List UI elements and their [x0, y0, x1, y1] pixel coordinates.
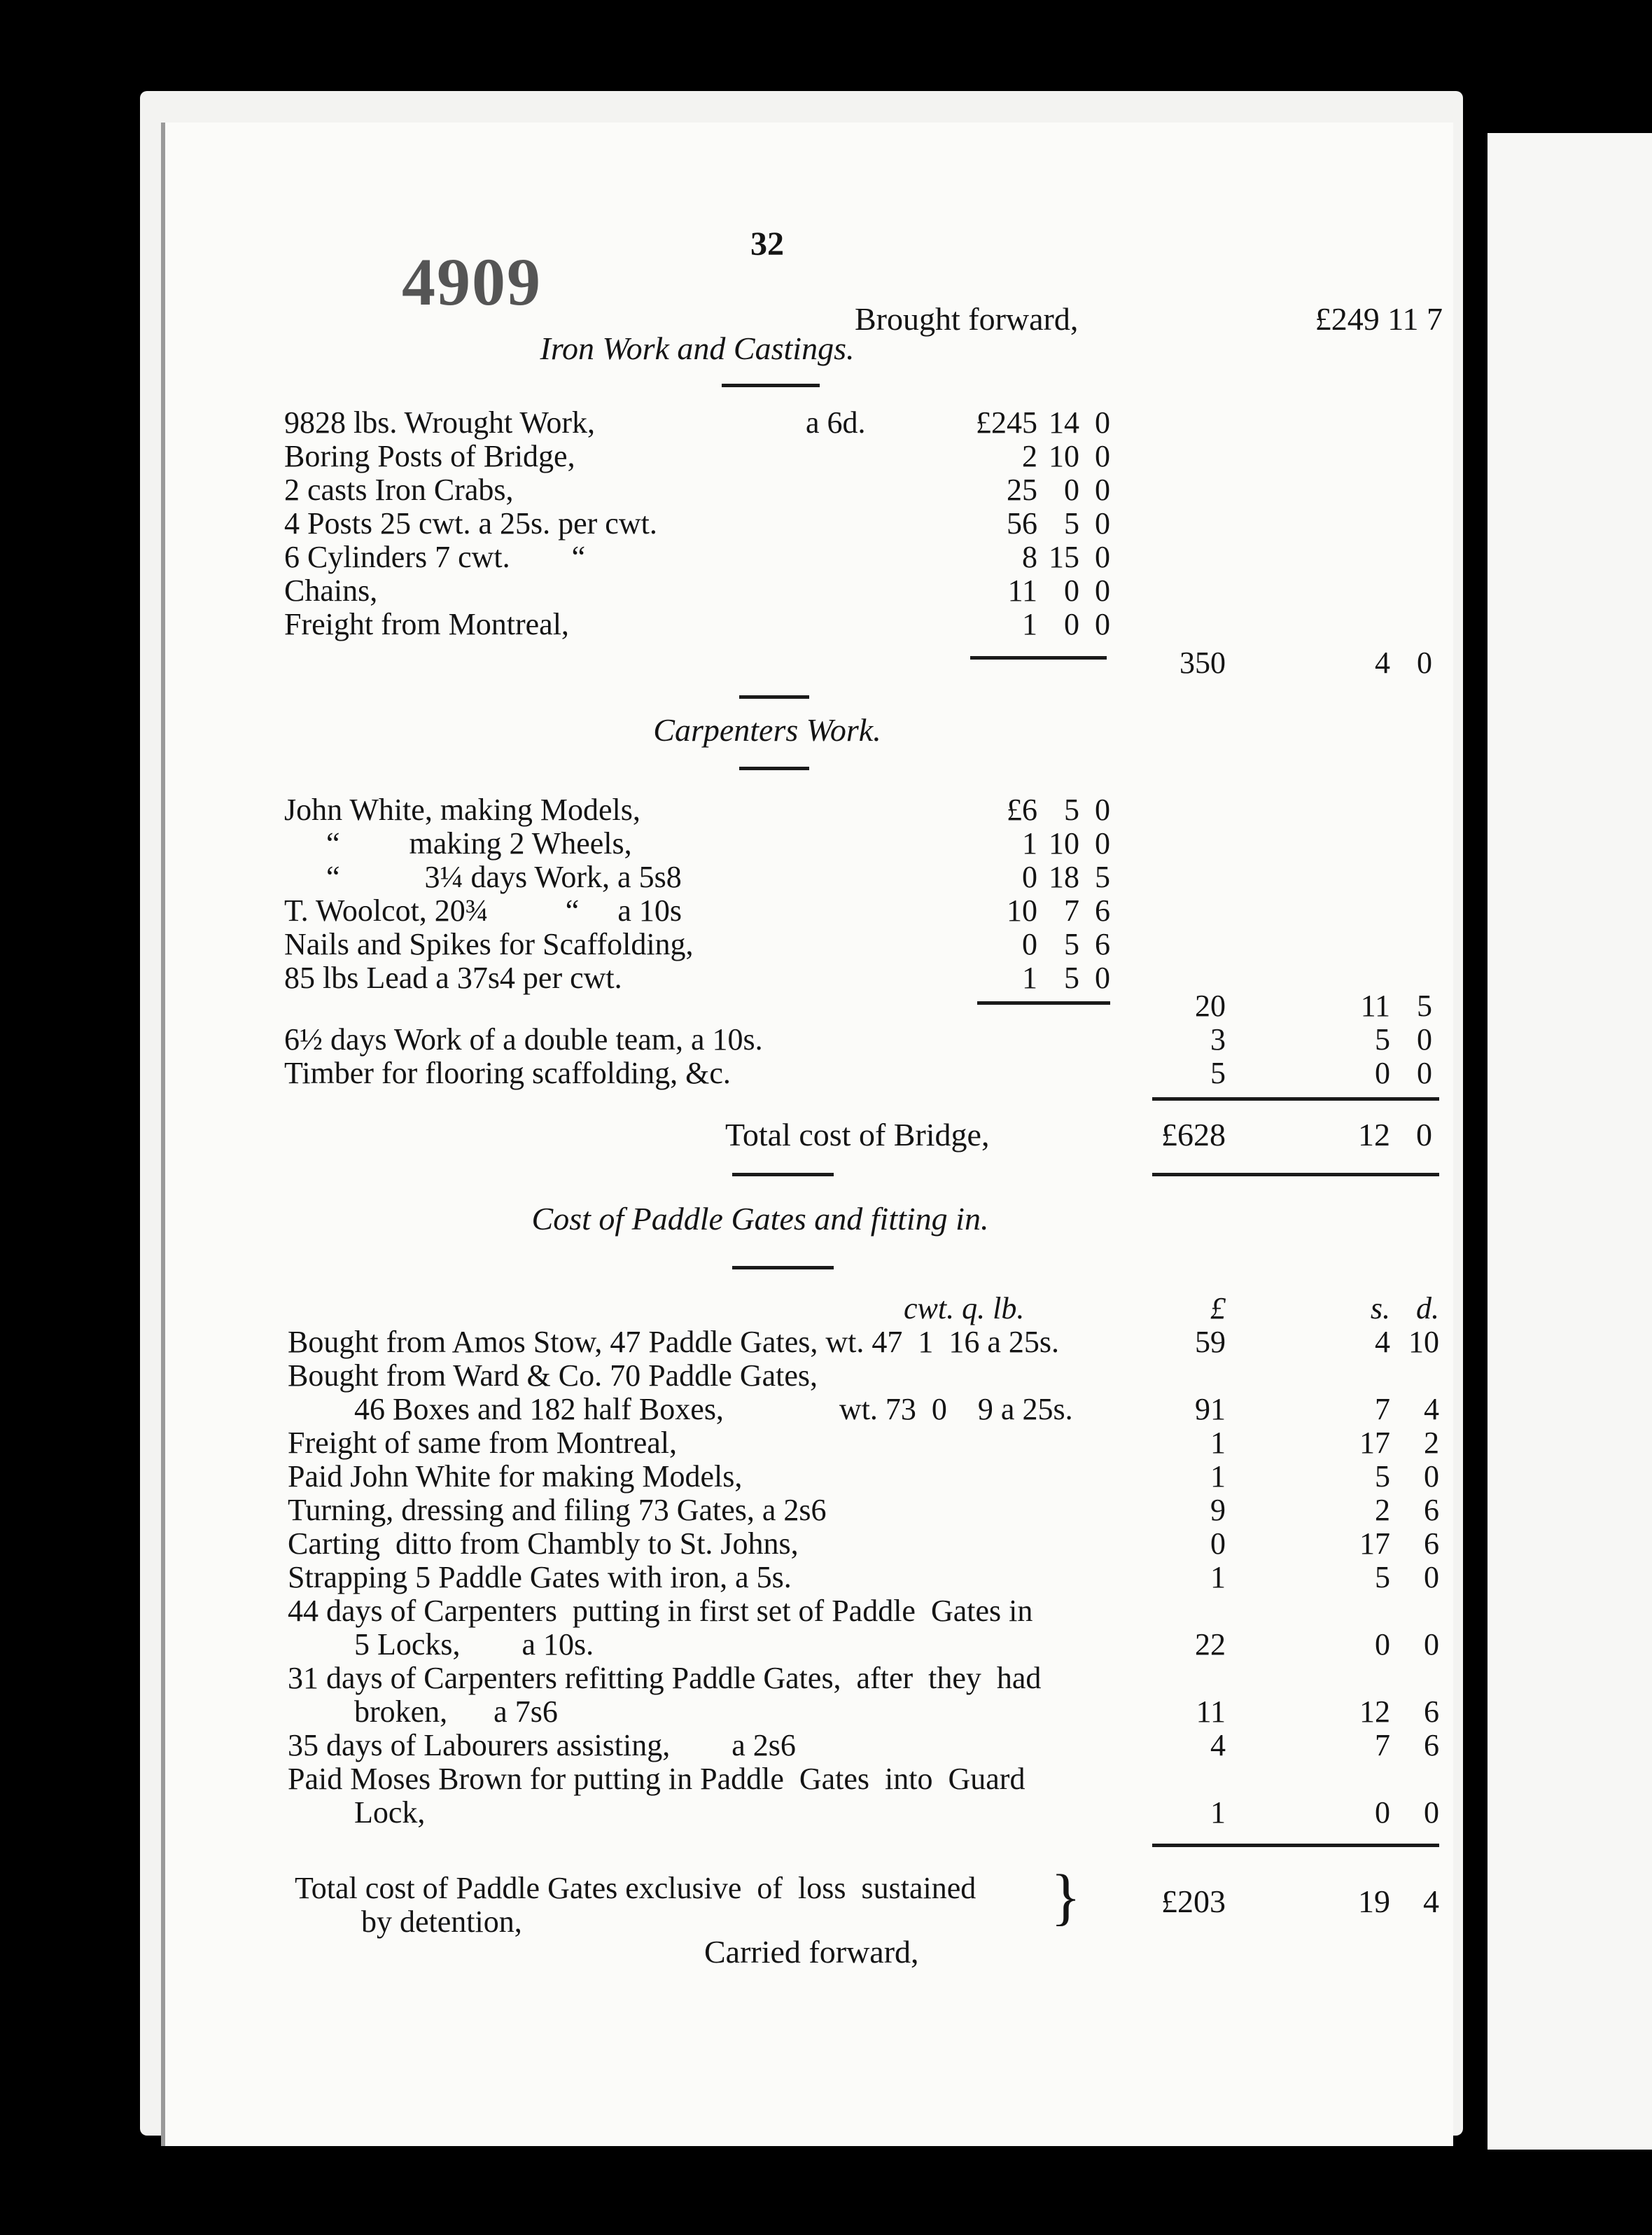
item-desc: 44 days of Carpenters putting in first set of Paddle Gates in	[288, 1594, 1033, 1628]
paddle-total-label-continuation: by detention,	[361, 1905, 522, 1939]
item-desc: 6½ days Work of a double team, a 10s.	[284, 1022, 763, 1057]
item-pounds: 11	[1196, 1694, 1226, 1729]
item-pence: 0	[1095, 961, 1110, 995]
item-pence: 0	[1424, 1459, 1439, 1494]
item-shillings: 2	[1375, 1493, 1390, 1527]
item-desc: Freight of same from Montreal,	[288, 1426, 677, 1460]
item-desc: Bought from Amos Stow, 47 Paddle Gates, wt. 47 1 16 a 25s.	[288, 1325, 1059, 1359]
pence-column-header: d.	[1416, 1291, 1439, 1325]
item-desc: Nails and Spikes for Scaffolding,	[284, 927, 694, 961]
item-shillings: 7	[1375, 1392, 1390, 1426]
item-pounds: 11	[1007, 573, 1037, 608]
item-shillings: 17	[1359, 1426, 1390, 1460]
item-pounds: 8	[1022, 540, 1037, 574]
item-shillings: 14	[1049, 405, 1079, 440]
paddle-total-pounds: £203	[1161, 1884, 1226, 1919]
archive-stamp: 4909	[402, 244, 542, 319]
item-desc: Strapping 5 Paddle Gates with iron, a 5s.	[288, 1560, 792, 1594]
item-pence: 0	[1095, 540, 1110, 574]
item-rate: a 6d.	[806, 405, 866, 440]
item-pounds: 0	[1022, 860, 1037, 894]
item-desc-continuation: broken, a 7s6	[354, 1694, 558, 1729]
item-pounds: 0	[1022, 927, 1037, 961]
item-desc-continuation: 46 Boxes and 182 half Boxes, wt. 73 0 9 a 25s.	[354, 1392, 1073, 1426]
carpenters-work-heading: Carpenters Work.	[653, 712, 881, 748]
bridge-total-pounds: £628	[1161, 1117, 1226, 1153]
iron-work-heading: Iron Work and Castings.	[540, 330, 855, 366]
item-pence: 0	[1095, 607, 1110, 641]
item-pence: 6	[1095, 893, 1110, 928]
item-pounds: 1	[1210, 1459, 1226, 1494]
item-pounds: 1	[1210, 1426, 1226, 1460]
paddle-total-label: Total cost of Paddle Gates exclusive of loss sustained	[295, 1871, 976, 1905]
section-rule	[739, 767, 809, 770]
item-pounds: 10	[1007, 893, 1037, 928]
item-pence: 6	[1424, 1728, 1439, 1762]
subtotal-pence: 5	[1417, 989, 1432, 1023]
section-rule	[732, 1173, 834, 1176]
item-pounds: 1	[1022, 607, 1037, 641]
item-desc: “ making 2 Wheels,	[326, 826, 632, 861]
item-pence: 0	[1424, 1627, 1439, 1662]
item-shillings: 0	[1375, 1795, 1390, 1830]
paddle-gates-heading: Cost of Paddle Gates and fitting in.	[531, 1201, 989, 1237]
document-page	[161, 123, 1453, 2146]
item-shillings: 15	[1049, 540, 1079, 574]
bridge-total-pence: 0	[1416, 1117, 1432, 1153]
item-shillings: 0	[1064, 573, 1079, 608]
item-pence: 0	[1417, 1056, 1432, 1090]
item-desc: 9828 lbs. Wrought Work,	[284, 405, 596, 440]
subtotal-shillings: 11	[1360, 989, 1390, 1023]
item-shillings: 5	[1064, 927, 1079, 961]
item-pence: 4	[1424, 1392, 1439, 1426]
item-shillings: 5	[1064, 793, 1079, 827]
item-desc: Carting ditto from Chambly to St. Johns,	[288, 1526, 799, 1561]
item-pounds: 1	[1022, 826, 1037, 861]
item-pence: 0	[1095, 439, 1110, 473]
item-shillings: 0	[1375, 1056, 1390, 1090]
item-pounds: 2	[1022, 439, 1037, 473]
subtotal-rule	[977, 1001, 1110, 1005]
item-shillings: 5	[1375, 1560, 1390, 1594]
item-desc: Paid Moses Brown for putting in Paddle Gates into Guard	[288, 1762, 1026, 1796]
item-pounds: 5	[1210, 1056, 1226, 1090]
bridge-total-shillings: 12	[1358, 1117, 1390, 1153]
weight-column-header: cwt. q. lb.	[904, 1291, 1025, 1325]
item-desc: 2 casts Iron Crabs,	[284, 473, 514, 507]
item-desc: 31 days of Carpenters refitting Paddle Gates, after they had	[288, 1661, 1042, 1695]
item-shillings: 5	[1375, 1022, 1390, 1057]
item-pounds: £245	[976, 405, 1037, 440]
item-pence: 0	[1095, 826, 1110, 861]
brought-forward-amount: £249 11 7	[1315, 301, 1443, 337]
item-shillings: 0	[1064, 473, 1079, 507]
item-shillings: 0	[1064, 607, 1079, 641]
brace-glyph: }	[1051, 1862, 1082, 1932]
item-pounds: 1	[1210, 1560, 1226, 1594]
item-desc: Paid John White for making Models,	[288, 1459, 743, 1494]
item-pounds: £6	[1007, 793, 1037, 827]
section-rule	[732, 1266, 834, 1269]
total-double-rule	[1152, 1173, 1439, 1176]
subtotal-pounds: 350	[1180, 646, 1226, 680]
pounds-column-header: £	[1210, 1291, 1226, 1325]
item-desc: Bought from Ward & Co. 70 Paddle Gates,	[288, 1358, 818, 1393]
item-pounds: 59	[1195, 1325, 1226, 1359]
item-shillings: 10	[1049, 826, 1079, 861]
total-rule	[1152, 1097, 1439, 1101]
carried-forward-label: Carried forward,	[704, 1934, 919, 1970]
section-rule	[739, 695, 809, 699]
item-shillings: 12	[1359, 1694, 1390, 1729]
item-pounds: 22	[1195, 1627, 1226, 1662]
item-desc-continuation: Lock,	[354, 1795, 426, 1830]
item-pence: 0	[1095, 573, 1110, 608]
item-shillings: 0	[1375, 1627, 1390, 1662]
item-shillings: 18	[1049, 860, 1079, 894]
item-pence: 10	[1408, 1325, 1439, 1359]
item-pence: 6	[1424, 1526, 1439, 1561]
item-desc: Turning, dressing and filing 73 Gates, a 2s6	[288, 1493, 827, 1527]
subtotal-pounds: 20	[1195, 989, 1226, 1023]
item-shillings: 17	[1359, 1526, 1390, 1561]
item-pounds: 3	[1210, 1022, 1226, 1057]
item-pence: 0	[1424, 1560, 1439, 1594]
item-shillings: 5	[1064, 961, 1079, 995]
paddle-total-pence: 4	[1423, 1884, 1439, 1919]
total-rule	[1152, 1844, 1439, 1847]
item-pence: 0	[1095, 793, 1110, 827]
brought-forward-label: Brought forward,	[855, 301, 1079, 337]
page-number: 32	[750, 225, 784, 263]
section-rule	[722, 384, 820, 387]
item-pence: 0	[1095, 405, 1110, 440]
item-pounds: 56	[1007, 506, 1037, 541]
item-desc: 6 Cylinders 7 cwt. “	[284, 540, 586, 574]
shillings-column-header: s.	[1370, 1291, 1390, 1325]
item-shillings: 10	[1049, 439, 1079, 473]
adjacent-page-edge	[1488, 133, 1652, 2150]
item-shillings: 5	[1375, 1459, 1390, 1494]
item-desc: T. Woolcot, 20¾ “ a 10s	[284, 893, 682, 928]
item-pence: 6	[1424, 1694, 1439, 1729]
item-shillings: 7	[1375, 1728, 1390, 1762]
item-pence: 0	[1095, 473, 1110, 507]
item-pence: 6	[1095, 927, 1110, 961]
item-desc: 85 lbs Lead a 37s4 per cwt.	[284, 961, 622, 995]
item-pence: 5	[1095, 860, 1110, 894]
item-pounds: 0	[1210, 1526, 1226, 1561]
item-pence: 0	[1095, 506, 1110, 541]
item-pounds: 25	[1007, 473, 1037, 507]
item-pounds: 9	[1210, 1493, 1226, 1527]
item-pence: 0	[1424, 1795, 1439, 1830]
paddle-total-shillings: 19	[1358, 1884, 1390, 1919]
item-pounds: 1	[1022, 961, 1037, 995]
item-desc: Chains,	[284, 573, 378, 608]
item-desc: Timber for flooring scaffolding, &c.	[284, 1056, 731, 1090]
item-desc-continuation: 5 Locks, a 10s.	[354, 1627, 594, 1662]
item-shillings: 7	[1064, 893, 1079, 928]
item-desc: 35 days of Labourers assisting, a 2s6	[288, 1728, 796, 1762]
item-pounds: 91	[1195, 1392, 1226, 1426]
item-pence: 0	[1417, 1022, 1432, 1057]
item-pounds: 1	[1210, 1795, 1226, 1830]
item-shillings: 4	[1375, 1325, 1390, 1359]
item-pence: 2	[1424, 1426, 1439, 1460]
item-desc: 4 Posts 25 cwt. a 25s. per cwt.	[284, 506, 657, 541]
item-desc: Boring Posts of Bridge,	[284, 439, 575, 473]
subtotal-shillings: 4	[1375, 646, 1390, 680]
subtotal-rule	[970, 656, 1107, 660]
item-desc: “ 3¼ days Work, a 5s8	[326, 860, 682, 894]
item-pounds: 4	[1210, 1728, 1226, 1762]
subtotal-pence: 0	[1417, 646, 1432, 680]
item-pence: 6	[1424, 1493, 1439, 1527]
item-shillings: 5	[1064, 506, 1079, 541]
item-desc: Freight from Montreal,	[284, 607, 569, 641]
bridge-total-label: Total cost of Bridge,	[725, 1117, 990, 1153]
item-desc: John White, making Models,	[284, 793, 640, 827]
